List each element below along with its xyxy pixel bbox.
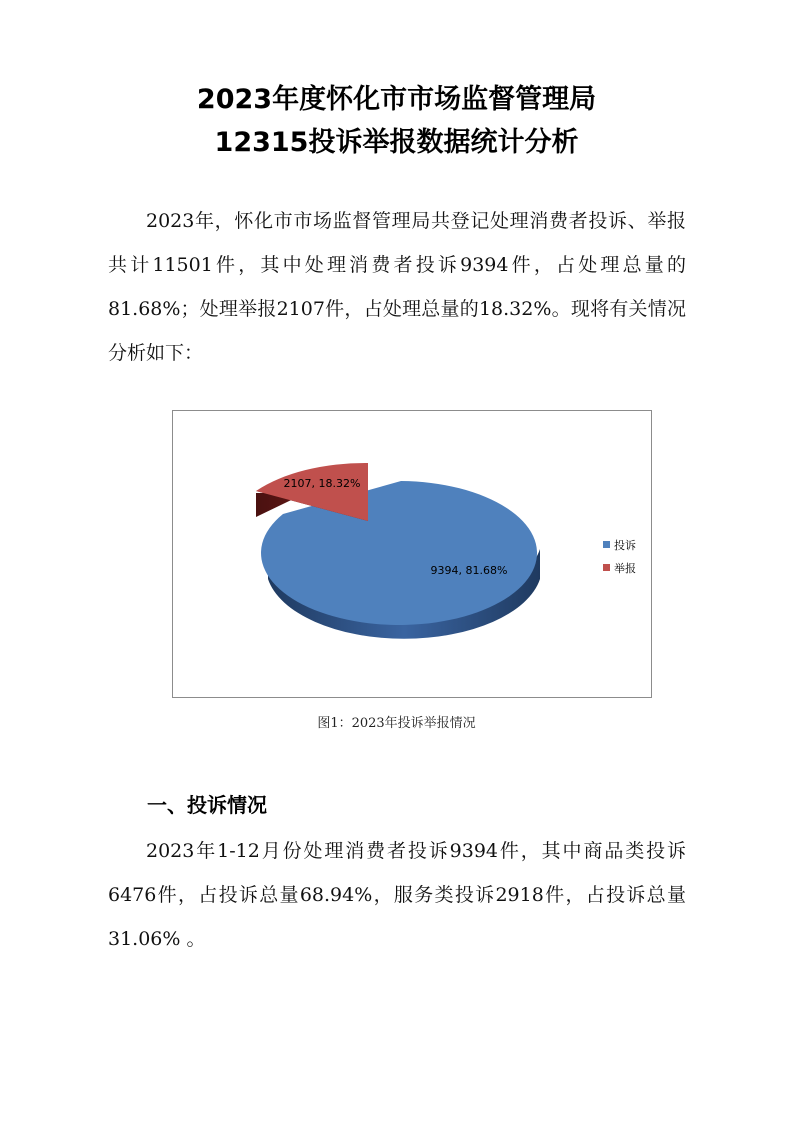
- figure-caption: 图1：2023年投诉举报情况: [317, 716, 476, 731]
- pie-chart-svg: [173, 411, 653, 699]
- legend-swatch-complaint: [603, 541, 610, 548]
- document-title-line2: 12315投诉举报数据统计分析: [214, 127, 579, 158]
- intro-paragraph: 2023年，怀化市市场监督管理局共登记处理消费者投诉、举报共计11501件，其中处理消费者投诉9394件，占处理总量的81.68%；处理举报2107件，占处理总量的18.32%。现将有关情况分析如下：: [108, 210, 686, 364]
- document-title-line1: 2023年度怀化市市场监督管理局: [196, 84, 597, 115]
- section1-heading: 一、投诉情况: [147, 793, 267, 817]
- pie-chart: [172, 410, 652, 698]
- data-label-report: 2107, 18.32%: [283, 477, 361, 490]
- section1-paragraph: 2023年1-12月份处理消费者投诉9394件，其中商品类投诉6476件，占投诉总量68.94%，服务类投诉2918件，占投诉总量31.06% 。: [108, 840, 686, 950]
- legend-label-report: 举报: [614, 562, 636, 575]
- data-label-complaint: 9394, 81.68%: [430, 564, 508, 577]
- legend-label-complaint: 投诉: [614, 539, 636, 552]
- legend-swatch-report: [603, 564, 610, 571]
